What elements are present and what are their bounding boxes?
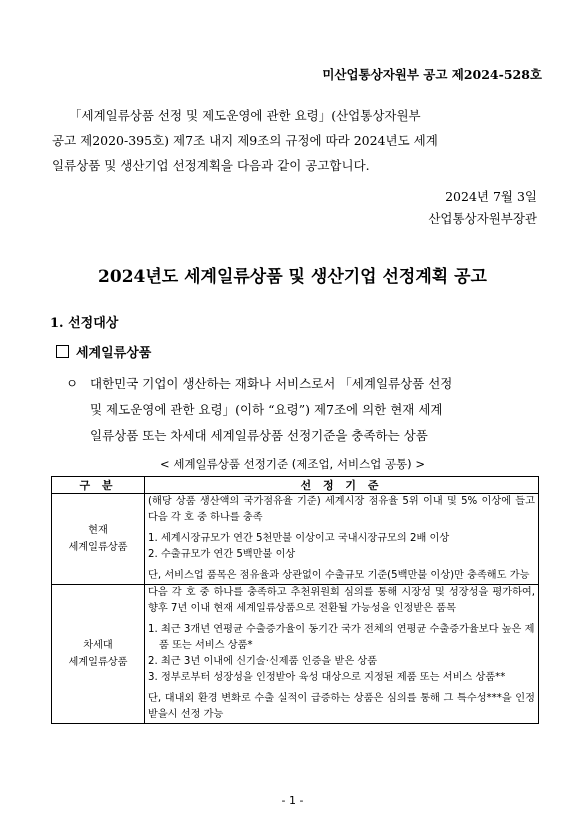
criteria-note: 단, 서비스업 품목은 점유율과 상관없이 수출규모 기준(5백만불 이상)만 충족해도 가능 (148, 570, 530, 581)
target-description (90, 371, 540, 449)
section-heading: 1. 선정대상 (50, 316, 119, 331)
criteria-item: 2. 최근 3년 이내에 신기술·신제품 인증을 받은 상품 (148, 656, 378, 667)
circle-bullet-icon: ㅇ (66, 376, 79, 391)
subsection-heading (56, 342, 151, 361)
table-row (52, 494, 539, 585)
criteria-cell (145, 494, 539, 585)
criteria-cell (145, 585, 539, 724)
criteria-note: 단, 대내외 환경 변화로 수출 실적이 급증하는 상품은 심의를 통해 그 특수성***을 인정 받을시 선정 가능 (148, 693, 535, 720)
description-line: 대한민국 기업이 생산하는 재화나 서비스로서 「세계일류상품 선정 (90, 376, 453, 391)
category-line: 세계일류상품 (68, 542, 128, 553)
description-line: 및 제도운영에 관한 요령」(이하 “요령”) 제7조에 의한 현재 세계 (90, 402, 443, 417)
notice-number: 미산업통상자원부 공고 제2024-528호 (322, 67, 542, 82)
intro-paragraph (52, 103, 538, 178)
page-number: - 1 - (281, 794, 304, 807)
category-cell (52, 494, 145, 585)
criteria-item: 1. 세계시장규모가 연간 5천만불 이상이고 국내시장규모의 2배 이상 (148, 533, 450, 544)
criteria-intro: (해당 상품 생산액의 국가점유율 기준) 세계시장 점유율 5위 이내 및 5% 이상에 들고 다음 각 호 중 하나를 충족 (148, 496, 535, 523)
intro-line: 「세계일류상품 선정 및 제도운영에 관한 요령」(산업통상자원부 (69, 108, 421, 123)
square-bullet-icon (56, 345, 69, 358)
criteria-table (51, 476, 539, 724)
category-line: 세계일류상품 (68, 657, 128, 668)
column-header-category: 구 분 (52, 477, 145, 494)
category-line: 차세대 (83, 640, 113, 651)
criteria-intro: 다음 각 호 중 하나를 충족하고 추천위원회 심의를 통해 시장성 및 성장성을 평가하여, 향후 7년 이내 현재 세계일류상품으로 전환될 가능성을 인정받은 품목 (148, 587, 535, 614)
issuer-signature: 산업통상자원부장관 (428, 211, 537, 226)
table-caption: < 세계일류상품 선정기준 (제조업, 서비스업 공통) > (160, 457, 425, 471)
notice-date: 2024년 7월 3일 (445, 189, 537, 204)
column-header-criteria: 선 정 기 준 (145, 477, 539, 494)
category-cell (52, 585, 145, 724)
table-row (52, 585, 539, 724)
intro-line: 공고 제2020-395호) 제7조 내지 제9조의 규정에 따라 2024년도 세계 (52, 133, 438, 148)
criteria-item: 3. 정부로부터 성장성을 인정받아 육성 대상으로 지정된 제품 또는 서비스 상품** (148, 672, 506, 683)
table-header-row (52, 477, 539, 494)
intro-line: 일류상품 및 생산기업 선정계획을 다음과 같이 공고합니다. (52, 158, 370, 173)
criteria-item: 2. 수출규모가 연간 5백만불 이상 (148, 549, 296, 560)
document-title: 2024년도 세계일류상품 및 생산기업 선정계획 공고 (98, 267, 487, 287)
criteria-item: 1. 최근 3개년 연평균 수출증가율이 동기간 국가 전체의 연평균 수출증가율보다 높은 제품 또는 서비스 상품* (148, 624, 535, 651)
subsection-label: 세계일류상품 (76, 346, 152, 361)
description-line: 일류상품 또는 차세대 세계일류상품 선정기준을 충족하는 상품 (90, 428, 428, 443)
category-line: 현재 (88, 525, 108, 536)
